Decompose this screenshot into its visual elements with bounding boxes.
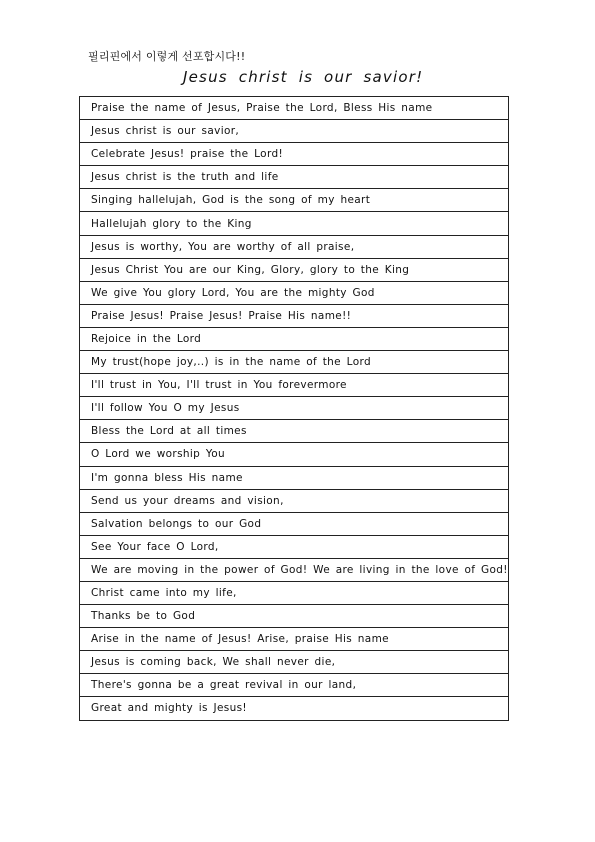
table-row xyxy=(80,628,509,651)
phrase-cell: Jesus is coming back, We shall never die, xyxy=(80,651,509,674)
phrase-cell: See Your face O Lord, xyxy=(80,535,509,558)
table-row xyxy=(80,651,509,674)
table-row xyxy=(80,535,509,558)
table-row xyxy=(80,304,509,327)
table-row xyxy=(80,281,509,304)
phrase-cell: My trust(hope joy,..) is in the name of the Lord xyxy=(80,351,509,374)
phrase-cell: O Lord we worship You xyxy=(80,443,509,466)
page-title: Jesus christ is our savior! xyxy=(183,68,424,86)
phrase-cell: Send us your dreams and vision, xyxy=(80,489,509,512)
phrase-cell: Jesus christ is our savior, xyxy=(80,120,509,143)
table-row xyxy=(80,235,509,258)
table-row xyxy=(80,166,509,189)
table-row xyxy=(80,143,509,166)
phrase-cell: Bless the Lord at all times xyxy=(80,420,509,443)
phrase-cell: Salvation belongs to our God xyxy=(80,512,509,535)
phrase-cell: There's gonna be a great revival in our land, xyxy=(80,674,509,697)
table-row xyxy=(80,97,509,120)
phrase-cell: I'll follow You O my Jesus xyxy=(80,397,509,420)
table-row xyxy=(80,697,509,720)
phrase-cell: Rejoice in the Lord xyxy=(80,327,509,350)
phrase-cell: Thanks be to God xyxy=(80,605,509,628)
phrase-cell: Arise in the name of Jesus! Arise, praise His name xyxy=(80,628,509,651)
phrase-table-body xyxy=(80,97,509,721)
table-row xyxy=(80,558,509,581)
table-row xyxy=(80,605,509,628)
table-row xyxy=(80,489,509,512)
phrase-cell: We are moving in the power of God! We are living in the love of God! xyxy=(80,558,509,581)
phrase-cell: We give You glory Lord, You are the mighty God xyxy=(80,281,509,304)
table-row xyxy=(80,374,509,397)
phrase-cell: Singing hallelujah, God is the song of my heart xyxy=(80,189,509,212)
table-row xyxy=(80,397,509,420)
korean-heading: 필리핀에서 이렇게 선포합시다!! xyxy=(88,50,246,63)
table-row xyxy=(80,581,509,604)
phrase-cell: Jesus christ is the truth and life xyxy=(80,166,509,189)
table-row xyxy=(80,258,509,281)
table-row xyxy=(80,512,509,535)
table-row xyxy=(80,674,509,697)
phrase-cell: Praise the name of Jesus, Praise the Lord, Bless His name xyxy=(80,97,509,120)
phrase-cell: Jesus is worthy, You are worthy of all praise, xyxy=(80,235,509,258)
phrase-cell: Hallelujah glory to the King xyxy=(80,212,509,235)
table-row xyxy=(80,212,509,235)
phrase-cell: Celebrate Jesus! praise the Lord! xyxy=(80,143,509,166)
phrase-cell: Christ came into my life, xyxy=(80,581,509,604)
table-row xyxy=(80,466,509,489)
table-row xyxy=(80,327,509,350)
table-row xyxy=(80,120,509,143)
phrase-cell: Jesus Christ You are our King, Glory, glory to the King xyxy=(80,258,509,281)
phrase-cell: Great and mighty is Jesus! xyxy=(80,697,509,720)
table-row xyxy=(80,420,509,443)
phrase-table xyxy=(79,96,509,721)
phrase-cell: I'll trust in You, I'll trust in You forevermore xyxy=(80,374,509,397)
table-row xyxy=(80,443,509,466)
phrase-cell: Praise Jesus! Praise Jesus! Praise His name!! xyxy=(80,304,509,327)
table-row xyxy=(80,351,509,374)
table-row xyxy=(80,189,509,212)
phrase-cell: I'm gonna bless His name xyxy=(80,466,509,489)
